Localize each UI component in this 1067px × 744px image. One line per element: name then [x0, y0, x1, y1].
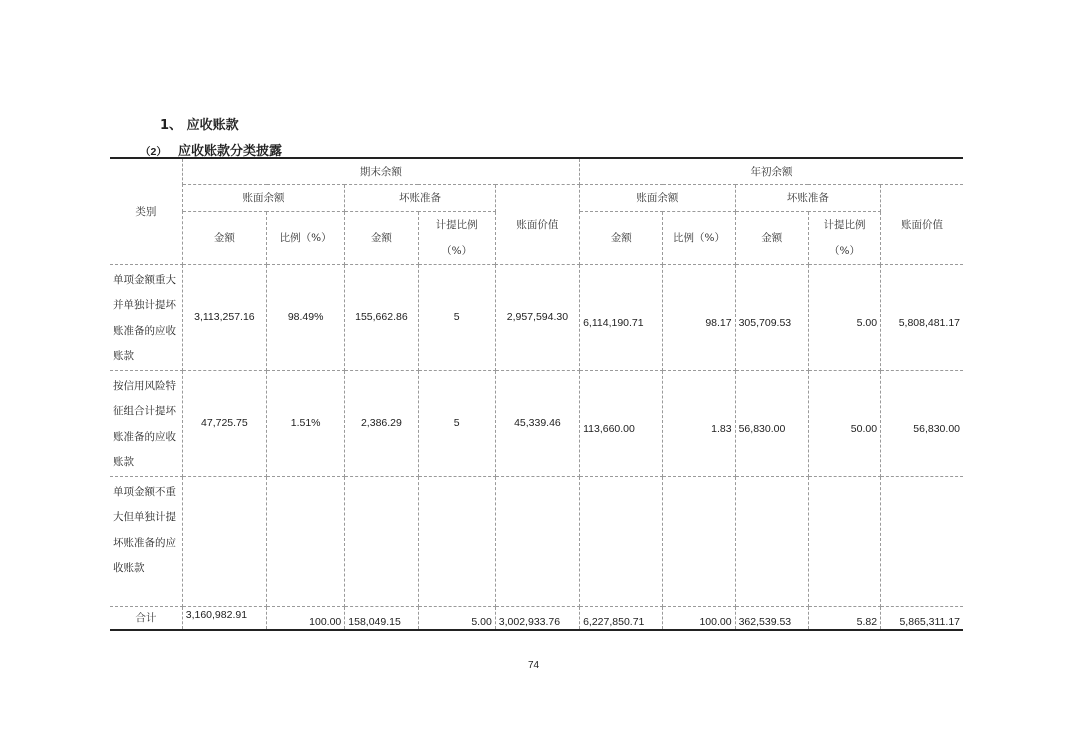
total-end-amount: 3,160,982.91 — [182, 606, 266, 630]
provision-ratio-line1: 计提比例 — [435, 218, 478, 231]
header-end-bad-debt: 坏账准备 — [345, 184, 496, 211]
cell-begin-ratio: 1.83 — [663, 370, 735, 476]
total-end-book-value: 3,002,933.76 — [495, 606, 579, 630]
cell-begin-ratio: 98.17 — [663, 264, 735, 370]
header-end-provision-ratio — [418, 211, 495, 264]
subsection-number: （2） — [140, 146, 167, 158]
header-end-bad-amount: 金额 — [345, 211, 418, 264]
cell-begin-amount: 113,660.00 — [580, 370, 663, 476]
total-label: 合计 — [110, 606, 182, 630]
cell-begin-book-value: 56,830.00 — [881, 370, 963, 476]
page-number: 74 — [527, 660, 540, 671]
header-begin-provision-ratio — [808, 211, 880, 264]
header-begin-bad-debt: 坏账准备 — [735, 184, 880, 211]
section-heading: 1、 应收账款 — [160, 118, 239, 133]
cell-end-ratio: 1.51% — [267, 370, 345, 476]
cell-empty — [881, 476, 963, 606]
header-end-book-value: 账面价值 — [495, 184, 579, 264]
total-begin-book-value: 5,865,311.17 — [881, 606, 963, 630]
row-category: 单项金额不重大但单独计提坏账准备的应收账款 — [110, 476, 182, 606]
header-begin-book-balance: 账面余额 — [580, 184, 736, 211]
cell-begin-book-value: 5,808,481.17 — [881, 264, 963, 370]
total-begin-amount: 6,227,850.71 — [580, 606, 663, 630]
cell-empty — [182, 476, 266, 606]
cell-empty — [735, 476, 808, 606]
subsection-title: 应收账款分类披露 — [178, 144, 283, 159]
total-row — [110, 606, 963, 630]
cell-end-bad-ratio: 5 — [418, 370, 495, 476]
table-row — [110, 264, 963, 370]
cell-end-bad-amount: 2,386.29 — [345, 370, 418, 476]
provision-ratio-line2: （%） — [828, 244, 860, 257]
cell-end-book-value: 45,339.46 — [495, 370, 579, 476]
cell-begin-bad-ratio: 50.00 — [808, 370, 880, 476]
cell-end-ratio: 98.49% — [267, 264, 345, 370]
header-end-amount: 金额 — [182, 211, 266, 264]
cell-begin-bad-amount: 305,709.53 — [735, 264, 808, 370]
header-begin-ratio: 比例（%） — [663, 211, 735, 264]
cell-end-bad-ratio: 5 — [418, 264, 495, 370]
cell-end-book-value: 2,957,594.30 — [495, 264, 579, 370]
provision-ratio-line2: （%） — [441, 244, 473, 257]
header-end-period: 期末余额 — [182, 158, 579, 184]
header-begin-amount: 金额 — [580, 211, 663, 264]
header-begin-bad-amount: 金额 — [735, 211, 808, 264]
total-end-bad-ratio: 5.00 — [418, 606, 495, 630]
cell-end-bad-amount: 155,662.86 — [345, 264, 418, 370]
table-row — [110, 370, 963, 476]
cell-begin-bad-amount: 56,830.00 — [735, 370, 808, 476]
row-category: 按信用风险特征组合计提坏账准备的应收账款 — [110, 370, 182, 476]
cell-empty — [495, 476, 579, 606]
header-end-ratio: 比例（%） — [267, 211, 345, 264]
total-end-bad-amount: 158,049.15 — [345, 606, 418, 630]
cell-empty — [663, 476, 735, 606]
total-begin-bad-amount: 362,539.53 — [735, 606, 808, 630]
cell-empty — [345, 476, 418, 606]
provision-ratio-line1: 计提比例 — [823, 218, 866, 231]
header-end-book-balance: 账面余额 — [182, 184, 345, 211]
cell-begin-bad-ratio: 5.00 — [808, 264, 880, 370]
cell-begin-amount: 6,114,190.71 — [580, 264, 663, 370]
cell-end-amount: 3,113,257.16 — [182, 264, 266, 370]
receivables-table — [110, 157, 963, 631]
row-category: 单项金额重大并单独计提坏账准备的应收账款 — [110, 264, 182, 370]
cell-empty — [267, 476, 345, 606]
header-begin-book-value: 账面价值 — [881, 184, 963, 264]
header-begin-year: 年初余额 — [580, 158, 963, 184]
total-end-ratio: 100.00 — [267, 606, 345, 630]
table-row — [110, 476, 963, 606]
cell-empty — [418, 476, 495, 606]
cell-end-amount: 47,725.75 — [182, 370, 266, 476]
header-category: 类别 — [110, 158, 182, 264]
cell-empty — [808, 476, 880, 606]
cell-empty — [580, 476, 663, 606]
total-begin-ratio: 100.00 — [663, 606, 735, 630]
total-begin-bad-ratio: 5.82 — [808, 606, 880, 630]
